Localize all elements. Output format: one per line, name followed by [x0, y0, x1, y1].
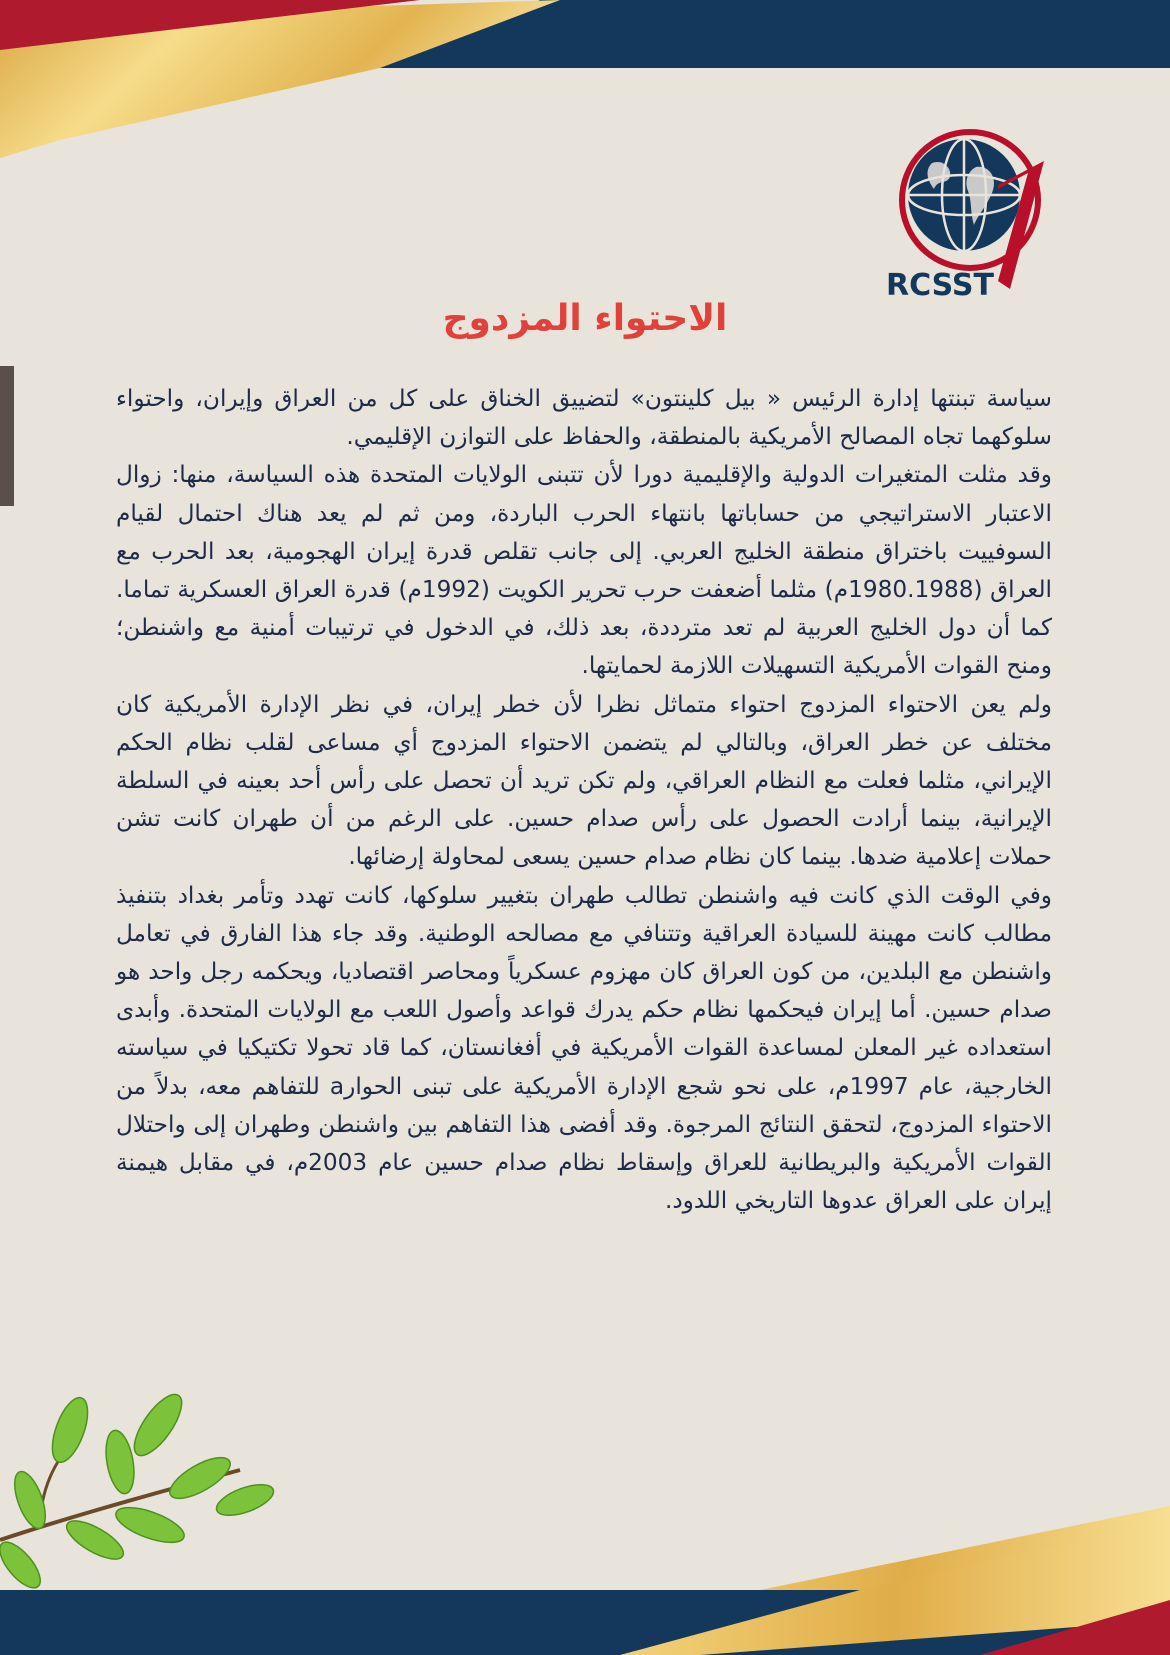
article-body — [116, 380, 1052, 1220]
side-tab — [0, 366, 14, 506]
paragraph: وفي الوقت الذي كانت فيه واشنطن تطالب طهران بتغيير سلوكها، كانت تهدد وتأمر بغداد بتنفيذ مطالب كانت مهينة للسيادة العراقية وتتنافي مع مصالحه الوطنية. وقد جاء هذا الفارق في تعامل واشنطن مع البلدين، من كون العراق كان مهزوم عسكرياً ومحاصر اقتصاديا، ويحكمه رجل واحد هو صدام حسين. أما إيران فيحكمها نظام حكم يدرك قواعد وأصول اللعب مع الولايات المتحدة. وأبدى استعداده غير المعلن لمساعدة القوات الأمريكية في أفغانستان، كما قاد تحولا تكتيكيا في سياسته الخارجية، عام 1997م، على نحو شجع الإدارة الأمريكية على تبنى الحوارa للتفاهم معه، بدلاً من الاحتواء المزدوج، لتحقق النتائج المرجوة. وقد أفضى هذا التفاهم بين واشنطن وطهران إلى واحتلال القوات الأمريكية والبريطانية للعراق وإسقاط نظام صدام حسين عام 2003م، في مقابل هيمنة إيران على العراق عدوها التاريخي اللدود. — [116, 881, 1052, 1215]
bottom-ribbon — [0, 1480, 1170, 1655]
paragraph: ولم يعن الاحتواء المزدوج احتواء متماثل نظرا لأن خطر إيران، في نظر الإدارة الأمريكية كان مختلف عن خطر العراق، وبالتالي لم يتضمن الاحتواء المزدوج أي مساعى لقلب نظام الحكم الإيراني، مثلما فعلت مع النظام العراقي، ولم تكن تريد أن تحصل على رأس أحد بعينه في السلطة الإيرانية، بينما أرادت الحصول على رأس صدام حسين. على الرغم من أن طهران كانت تشن حملات إعلامية ضدها. بينما كان نظام صدام حسين يسعى لمحاولة إرضائها. — [116, 690, 1052, 871]
globe-with-check-icon — [902, 132, 1044, 289]
paragraph: وقد مثلت المتغيرات الدولية والإقليمية دورا لأن تتبنى الولايات المتحدة هذه السياسة، منها: زوال الاعتبار الاستراتيجي من حساباتها بانتهاء الحرب الباردة، ومن ثم لم يعد هناك احتمال لقيام السوفييت باختراق منطقة الخليج العربي. إلى جانب تقلص قدرة إيران الهجومية، بعد الحرب مع العراق (1980.1988م) مثلما أضعفت حرب تحرير الكويت (1992م) قدرة العراق العسكرية تماما. كما أن دول الخليج العربية لم تعد مترددة، بعد ذلك، في الدخول في ترتيبات أمنية مع واشنطن؛ ومنح القوات الأمريكية التسهيلات اللازمة لحمايتها. — [116, 461, 1053, 680]
article-title: الاحتواء المزدوج — [442, 298, 728, 339]
paragraph: سياسة تبنتها إدارة الرئيس « بيل كلينتون» لتضييق الخناق على كل من العراق وإيران، واحتواء سلوكهما تجاه المصالح الأمريكية بالمنطقة، والحفاظ على التوازن الإقليمي. — [116, 385, 1052, 451]
rcsst-logo — [880, 115, 1060, 310]
logo-text: RCSST — [886, 268, 995, 303]
